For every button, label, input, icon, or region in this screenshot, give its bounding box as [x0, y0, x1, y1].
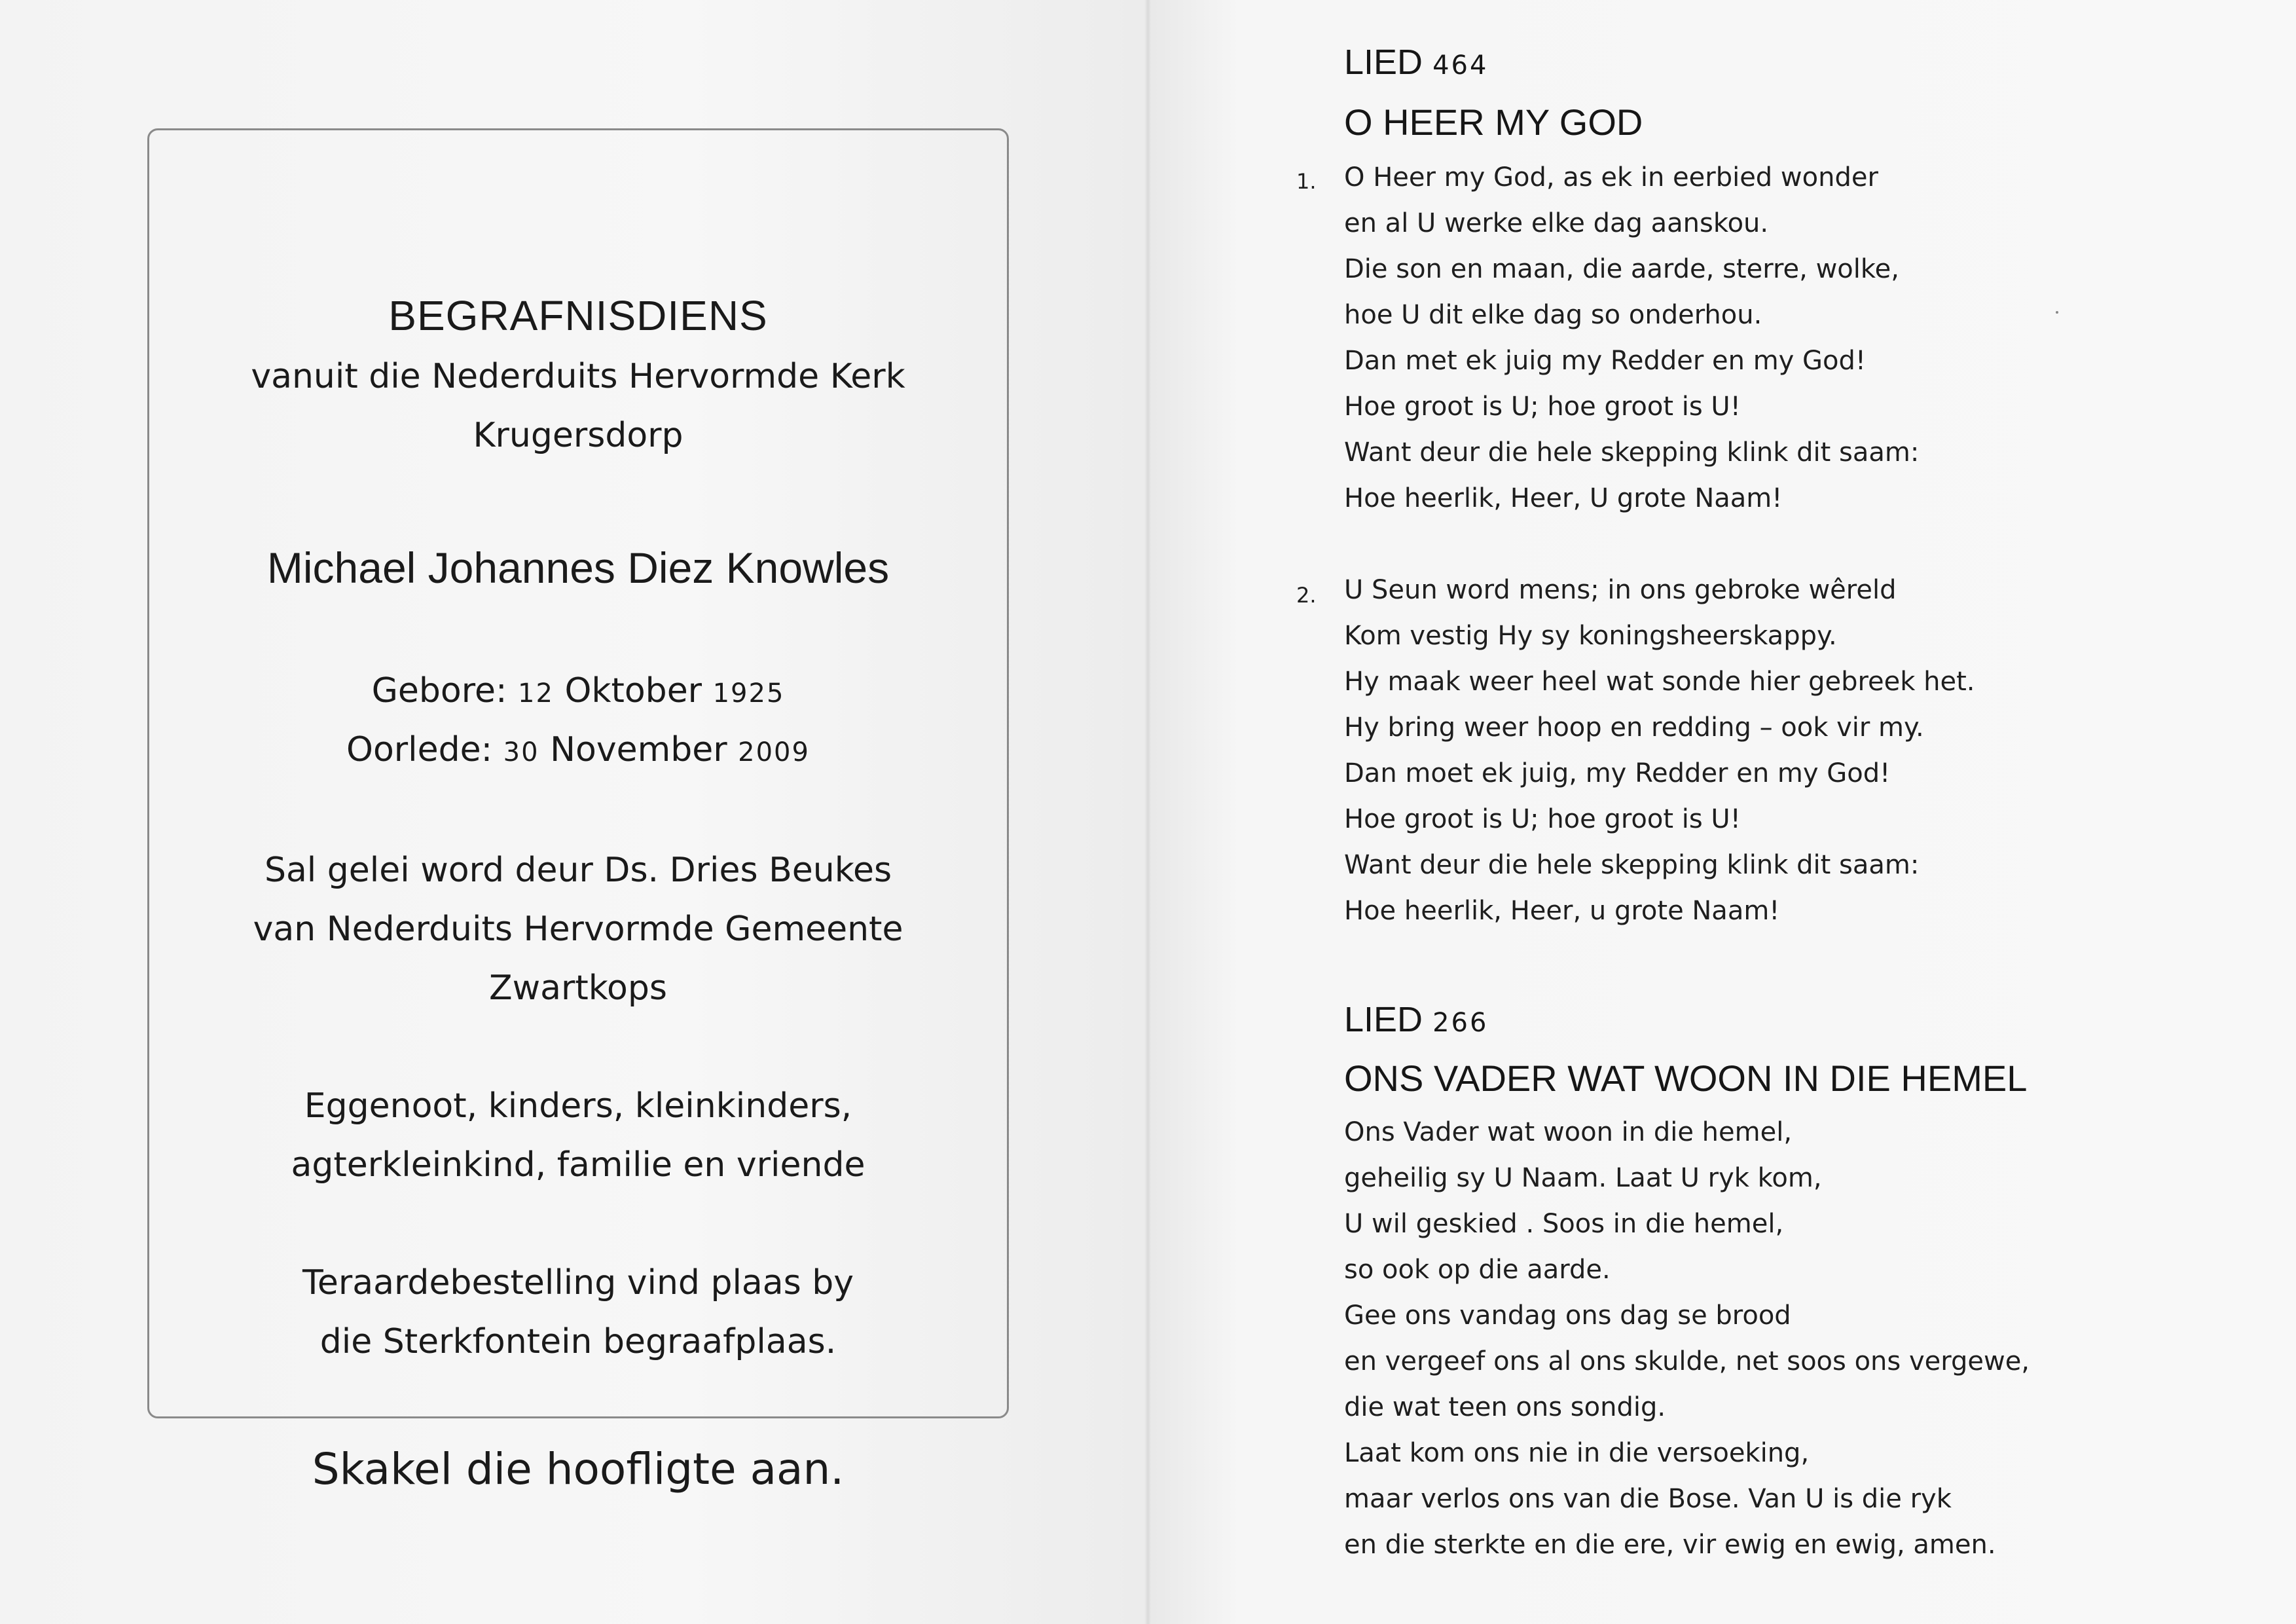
- church-town: Krugersdorp: [473, 416, 683, 455]
- prayer-line: geheilig sy U Naam. Laat U ryk kom,: [1344, 1163, 1822, 1193]
- prayer-line: maar verlos ons van die Bose. Van U is die ryk: [1344, 1484, 1952, 1514]
- church-line: vanuit die Nederduits Hervormde Kerk: [251, 357, 905, 396]
- verse-line: Hy bring weer hoop en redding – ook vir my.: [1344, 712, 1924, 743]
- family-line: Eggenoot, kinders, kleinkinders,: [304, 1086, 852, 1126]
- verse-number: 1.: [1296, 169, 1317, 194]
- verse-number: 2.: [1296, 583, 1317, 608]
- burial-line: die Sterkfontein begraafplaas.: [319, 1322, 837, 1361]
- verse-line: Hoe heerlik, Heer, u grote Naam!: [1344, 896, 1780, 926]
- lied-word: LIED: [1344, 43, 1423, 82]
- born-month: Oktober: [564, 671, 702, 710]
- verse-line: U Seun word mens; in ons gebroke wêreld: [1344, 575, 1897, 605]
- death-date: [149, 730, 1007, 769]
- hymn-number: 464: [1432, 50, 1489, 81]
- burial-line: Teraardebestelling vind plaas by: [302, 1263, 854, 1302]
- died-day: 30: [503, 737, 539, 767]
- service-title: BEGRAFNISDIENS: [388, 292, 768, 339]
- verse-line: Dan moet ek juig, my Redder en my God!: [1344, 758, 1891, 788]
- died-label: Oorlede:: [346, 730, 493, 769]
- verse-line: Kom vestig Hy sy koningsheerskappy.: [1344, 621, 1837, 651]
- family-line: agterkleinkind, familie en vriende: [291, 1145, 866, 1185]
- page-fold: [1144, 0, 1151, 1624]
- verse-line: en al U werke elke dag aanskou.: [1344, 208, 1769, 238]
- paper-speck: [2056, 311, 2058, 314]
- officiant-line: Zwartkops: [489, 969, 667, 1008]
- verse-line: Hoe heerlik, Heer, U grote Naam!: [1344, 483, 1783, 513]
- verse-line: Want deur die hele skepping klink dit saam:: [1344, 437, 1920, 468]
- prayer-line: en die sterkte en die ere, vir ewig en ewig, amen.: [1344, 1530, 1996, 1560]
- headlights-notice: Skakel die hoofligte aan.: [312, 1444, 845, 1494]
- prayer-line: U wil geskied . Soos in die hemel,: [1344, 1209, 1784, 1239]
- verse-line: Die son en maan, die aarde, sterre, wolke,: [1344, 254, 1899, 284]
- born-label: Gebore:: [371, 671, 507, 710]
- verse-line: Hoe groot is U; hoe groot is U!: [1344, 804, 1741, 834]
- died-month: November: [550, 730, 727, 769]
- prayer-line: Ons Vader wat woon in die hemel,: [1344, 1117, 1793, 1147]
- officiant-line: van Nederduits Hervormde Gemeente: [253, 910, 903, 949]
- prayer-line: en vergeef ons al ons skulde, net soos ons vergewe,: [1344, 1346, 2030, 1376]
- prayer-line: Gee ons vandag ons dag se brood: [1344, 1301, 1791, 1331]
- service-card: [147, 128, 1009, 1494]
- verse-line: Want deur die hele skepping klink dit saam:: [1344, 850, 1920, 880]
- verse-line: Dan met ek juig my Redder en my God!: [1344, 346, 1866, 376]
- born-year: 1925: [712, 678, 785, 709]
- hymn-label: [1344, 999, 1488, 1040]
- hymn-number: 266: [1432, 1008, 1489, 1038]
- verse-line: O Heer my God, as ek in eerbied wonder: [1344, 162, 1878, 193]
- verse-line: Hy maak weer heel wat sonde hier gebreek het.: [1344, 667, 1975, 697]
- prayer-line: so ook op die aarde.: [1344, 1255, 1611, 1285]
- verse-line: hoe U dit elke dag so onderhou.: [1344, 300, 1762, 330]
- prayer-line: die wat teen ons sondig.: [1344, 1392, 1666, 1422]
- hymn-title: O HEER MY GOD: [1344, 101, 1643, 143]
- hymn-title: ONS VADER WAT WOON IN DIE HEMEL: [1344, 1058, 2028, 1099]
- deceased-name: Michael Johannes Diez Knowles: [266, 544, 890, 592]
- lied-word: LIED: [1344, 1000, 1423, 1039]
- hymn-label: [1344, 42, 1488, 83]
- verse-line: Hoe groot is U; hoe groot is U!: [1344, 392, 1741, 422]
- prayer-line: Laat kom ons nie in die versoeking,: [1344, 1438, 1810, 1468]
- died-year: 2009: [738, 737, 810, 767]
- birth-date: [149, 671, 1007, 710]
- officiant-line: Sal gelei word deur Ds. Dries Beukes: [264, 851, 892, 890]
- born-day: 12: [518, 678, 554, 709]
